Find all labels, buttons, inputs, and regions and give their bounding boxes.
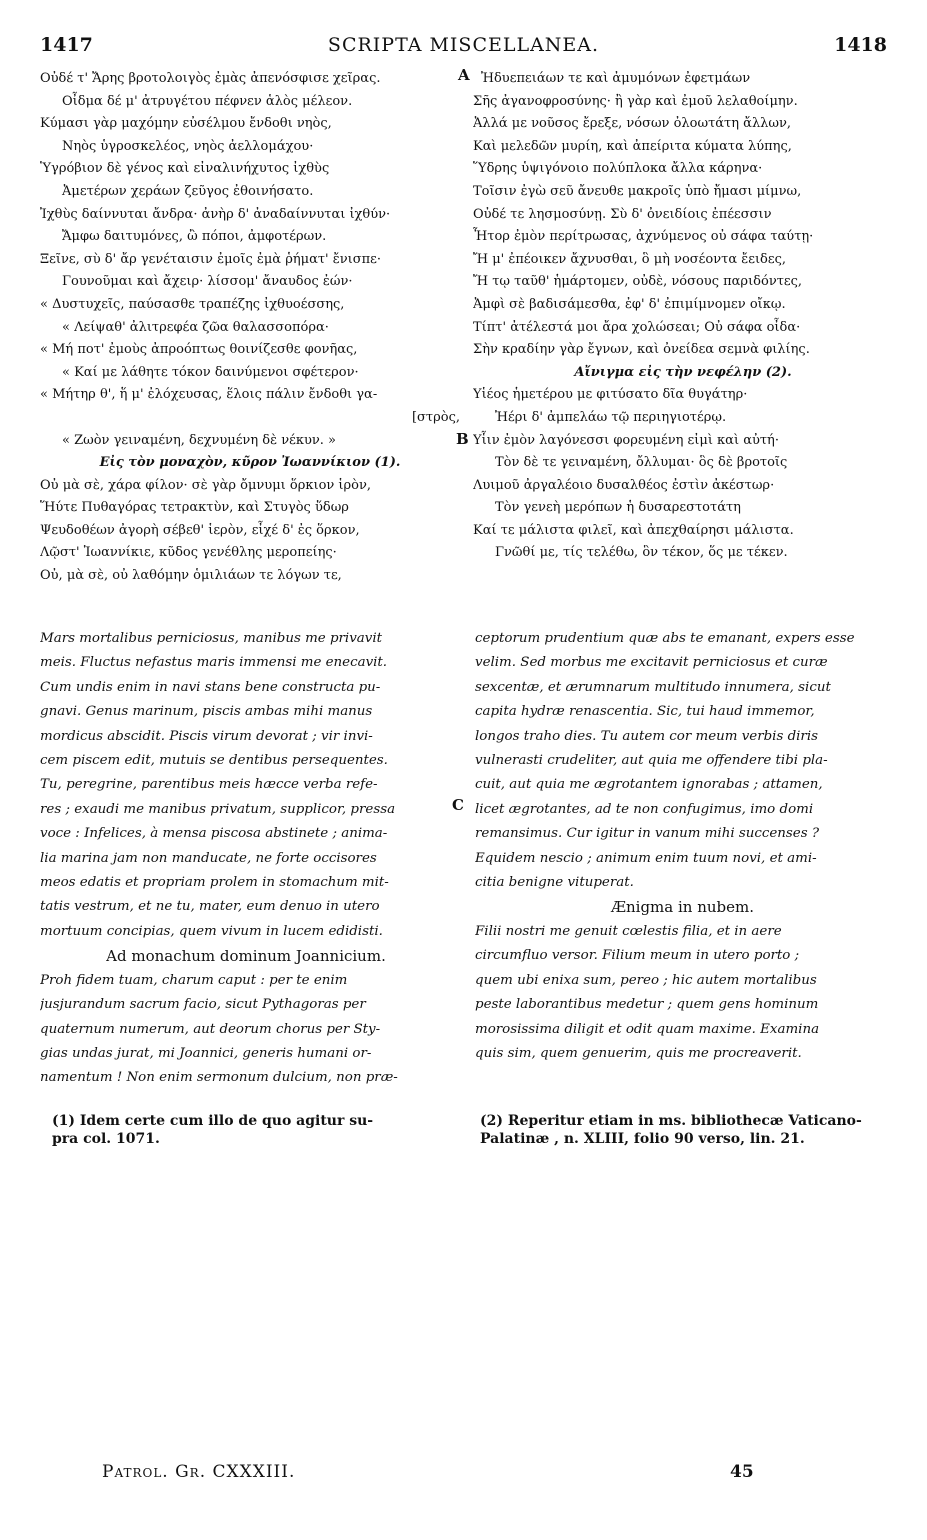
- greek-text-heading: Εἰς τὸν μοναχὸν, κῦρον Ἰωαννίκιον (1).: [99, 455, 401, 471]
- latin-text-line: mordicus abscidit. Piscis virum devorat ; vir invi-: [40, 728, 373, 744]
- footnote-line: pra col. 1071.: [52, 1131, 160, 1147]
- greek-text-line: Τὸν δὲ τε γειναμένη, ὄλλυμαι· ὃς δὲ βροτοῖς: [495, 455, 788, 471]
- greek-text-line: Ἄμφω δαιτυμόνες, ὢ πόποι, ἀμφοτέρων.: [62, 229, 327, 245]
- latin-text-heading: Ad monachum dominum Joannicium.: [106, 947, 386, 966]
- latin-text-line: namentum ! Non enim sermonum dulcium, non præ-: [40, 1070, 398, 1086]
- greek-text-line: Οὐ μὰ σὲ, χάρα φίλον· σὲ γὰρ ὄμνυμι ὅρκιον ἱρὸν,: [40, 477, 372, 493]
- greek-text-line: Υἱέος ἡμετέρου με φιτύσατο δῖα θυγάτηρ·: [473, 387, 748, 403]
- greek-text-line: « Λείψαθ' ἀλιτρεφέα ζῶα θαλασσοπόρα·: [62, 319, 329, 335]
- greek-text-line: « Μή ποτ' ἐμοὺς ἀπροόπτως θοινίζεσθε φονῆας,: [40, 342, 358, 358]
- greek-text-line: Γουνοῦμαι καὶ ἄχειρ· λίσσομ' ἄναυδος ἐών·: [62, 274, 353, 290]
- footnote-1: [52, 1112, 452, 1148]
- greek-text-line: Ἀμετέρων χεράων ζεῦγος ἐθοινήσατο.: [62, 183, 314, 199]
- greek-column-right: [473, 68, 893, 565]
- signature-mark: Patrol. Gr. CXXXIII.: [102, 1462, 296, 1482]
- greek-text-line: Ἠέρι δ' ἀμπελάω τῷ περιηγιοτέρῳ.: [495, 409, 727, 425]
- latin-text-line: tatis vestrum, et ne tu, mater, eum denuo in utero: [40, 899, 380, 915]
- greek-text-line: Σὴν κραδίην γὰρ ἔγνων, καὶ ὀνείδεα σεμνὰ φιλίης.: [473, 342, 810, 358]
- greek-text-line: Ὕδρης ὑψιγόνοιο πολύπλοκα ἄλλα κάρηνα·: [473, 161, 763, 177]
- greek-text-line: Υἷιν ἐμὸν λαγόνεσσι φορευμένη εἰμὶ καὶ αὐτή·: [473, 432, 779, 448]
- section-marker-b: B: [456, 430, 469, 448]
- latin-text-line: morosissima diligit et odit quam maxime. Examina: [475, 1021, 820, 1037]
- greek-text-line: Ἤ τῳ ταῦθ' ἡμάρτομεν, οὐδὲ, νόσους παριδόντες,: [473, 274, 803, 290]
- latin-text-line: cem piscem edit, mutuis se dentibus persequentes.: [40, 753, 388, 769]
- latin-column-right: [475, 627, 890, 1066]
- latin-text-line: citia benigne vituperat.: [475, 875, 634, 891]
- latin-text-line: mortuum concipias, quem vivum in lucem edidisti.: [40, 923, 383, 939]
- footnote-2: [480, 1112, 890, 1148]
- section-marker-a: A: [458, 66, 470, 84]
- greek-text-line: Ἤ μ' ἐπέοικεν ἄχνυσθαι, ὃ μὴ νοσέοντα ἔειδες,: [473, 251, 787, 267]
- greek-text-line: Λυιμοῦ ἀργαλέοιο δυσαλθέος ἐστὶν ἀκέστωρ·: [473, 477, 775, 493]
- greek-text-line: « Δυστυχεῖς, παύσασθε τραπέζης ἰχθυοέσσης,: [40, 296, 345, 312]
- footnote-line: (1) Idem certe cum illo de quo agitur su-: [52, 1113, 374, 1129]
- greek-text-line: Κύμασι γὰρ μαχόμην εὐσέλμου ἔνδοθι νηὸς,: [40, 116, 332, 132]
- latin-text-line: capita hydræ renascentia. Sic, tui haud immemor,: [475, 704, 815, 720]
- latin-text-heading: Ænigma in nubem.: [610, 898, 755, 917]
- latin-text-line: Cum undis enim in navi stans bene constructa pu-: [40, 679, 381, 695]
- greek-text-line: Καί τε μάλιστα φιλεῖ, καὶ ἀπεχθαίρησι μάλιστα.: [473, 522, 794, 538]
- greek-text-line: Σῆς ἀγανοφροσύνης· ἢ γὰρ καὶ ἐμοῦ λελαθοίμην.: [473, 93, 798, 109]
- latin-text-line: voce : Infelices, à mensa piscosa abstinete ; anima-: [40, 826, 388, 842]
- greek-text-line: Ἥύτε Πυθαγόρας τετρακτὺν, καὶ Στυγὸς ὕδωρ: [40, 500, 349, 516]
- latin-text-line: lia marina jam non manducate, ne forte occisores: [40, 850, 377, 866]
- greek-text-line: [στρὸς,: [411, 409, 460, 425]
- greek-text-line: Ἦτορ ἐμὸν περίτρωσας, ἀχνύμενος οὐ σάφα ταύτῃ·: [473, 229, 814, 245]
- greek-text-line: Οὐ, μὰ σὲ, οὐ λαθόμην ὁμιλιάων τε λόγων τε,: [40, 568, 342, 584]
- greek-text-line: Γνῶθί με, τίς τελέθω, ὃν τέκον, ὅς με τέκεν.: [495, 545, 788, 561]
- footnote-line: (2) Reperitur etiam in ms. bibliothecæ Vaticano-: [480, 1113, 862, 1129]
- section-marker-c: C: [452, 796, 464, 814]
- greek-text-line: Οὐδέ τ' Ἄρης βροτολοιγὸς ἐμὰς ἀπενόσφισε χεῖρας.: [40, 71, 381, 86]
- latin-text-line: gnavi. Genus marinum, piscis ambas mihi manus: [40, 704, 373, 720]
- latin-text-line: quis sim, quem genuerim, quis me procreaverit.: [475, 1045, 802, 1061]
- latin-text-line: gias undas jurat, mi Joannici, generis humani or-: [40, 1045, 372, 1061]
- greek-text-line: Ψευδοθέων ἀγορὴ σέβεθ' ἱερὸν, εἶχέ δ' ἐς ὅρκον,: [40, 522, 360, 538]
- greek-text-line: Τοῖσιν ἐγὼ σεῦ ἄνευθε μακροῖς ὑπὸ ἤμασι μίμνω,: [473, 183, 802, 199]
- greek-text-line: Ἠδυεπειάων τε καὶ ἀμυμόνων ἐφετμάων: [481, 71, 751, 86]
- page-header: [40, 34, 887, 64]
- latin-text-line: circumfluo versor. Filium meum in utero porto ;: [475, 948, 800, 964]
- latin-text-line: res ; exaudi me manibus privatum, supplicor, pressa: [40, 801, 396, 817]
- latin-text-line: quem ubi enixa sum, pereo ; hic autem mortalibus: [475, 972, 817, 988]
- sheet-number: 45: [730, 1462, 754, 1482]
- latin-text-line: velim. Sed morbus me excitavit perniciosus et curæ: [475, 655, 828, 671]
- latin-text-line: sexcentæ, et ærumnarum multitudo innumera, sicut: [475, 679, 831, 695]
- greek-text-line: Ἀμφὶ σὲ βαδισάμεσθα, ἐφ' δ' ἐπιμίμνομεν οἴκῳ.: [473, 296, 786, 312]
- latin-column-left: [40, 627, 452, 1091]
- latin-text-line: remansimus. Cur igitur in vanum mihi succenses ?: [475, 826, 820, 842]
- greek-text-line: « Ζωὸν γειναμένη, δεχνυμένη δὲ νέκυν. »: [62, 432, 336, 448]
- column-number-left: 1417: [40, 34, 93, 56]
- greek-text-heading: Αἴνιγμα εἰς τὴν νεφέλην (2).: [574, 364, 792, 380]
- greek-text-line: Λῷστ' Ἰωαννίκιε, κῦδος γενέθλης μεροπείης·: [40, 545, 337, 561]
- greek-text-line: « Μήτηρ θ', ἥ μ' ἐλόχευσας, ἕλοις πάλιν ἔνδοθι γα-: [40, 387, 378, 403]
- latin-text-line: ceptorum prudentium quæ abs te emanant, expers esse: [475, 631, 855, 646]
- latin-text-line: Filii nostri me genuit cœlestis filia, et in aere: [475, 923, 782, 939]
- latin-text-line: licet ægrotantes, ad te non confugimus, imo domi: [475, 801, 814, 817]
- greek-column-left: [40, 68, 460, 588]
- latin-text-line: jusjurandum sacrum facio, sicut Pythagoras per: [40, 997, 366, 1013]
- latin-text-line: vulnerasti crudeliter, aut quia me offendere tibi pla-: [475, 753, 828, 769]
- latin-text-line: meis. Fluctus nefastus maris immensi me enecavit.: [40, 655, 388, 671]
- greek-text-line: Τίπτ' ἀτέλεστά μοι ἄρα χολώσεαι; Οὐ σάφα οἶδα·: [473, 319, 801, 335]
- page-footer: [102, 1462, 887, 1492]
- greek-text-line: Ξεῖνε, σὺ δ' ἄρ γενέταισιν ἐμοῖς ἐμὰ ῥήματ' ἔνισπε·: [40, 251, 382, 267]
- greek-text-line: Καὶ μελεδῶν μυρίη, καὶ ἀπείριτα κύματα λύπης,: [473, 138, 792, 154]
- footnote-line: Palatinæ , n. XLIII, folio 90 verso, lin. 21.: [480, 1131, 805, 1147]
- latin-text-line: Proh fidem tuam, charum caput : per te enim: [40, 972, 348, 988]
- latin-text-line: Mars mortalibus perniciosus, manibus me privavit: [40, 631, 382, 646]
- latin-text-line: peste laborantibus medetur ; quem gens hominum: [475, 997, 819, 1013]
- greek-text-line: Τὸν γενεὴ μερόπων ἡ δυσαρεστοτάτη: [495, 500, 741, 516]
- greek-text-line: Οὐδέ τε λησμοσύνῃ. Σὺ δ' ὀνειδίοις ἐπέεσσιν: [473, 206, 772, 222]
- latin-text-line: meos edatis et propriam prolem in stomachum mit-: [40, 875, 389, 891]
- greek-text-line: Οἶδμα δέ μ' ἀτρυγέτου πέφνεν ἁλὸς μέλεον.: [62, 93, 353, 109]
- greek-text-line: « Καί με λάθητε τόκον δαινύμενοι σφέτερον·: [62, 364, 359, 380]
- greek-text-line: Νηὸς ὑγροσκελέος, νηὸς ἀελλομάχου·: [62, 138, 314, 154]
- latin-text-line: Equidem nescio ; animum enim tuum novi, et ami-: [475, 850, 817, 866]
- column-number-right: 1418: [834, 34, 887, 56]
- running-title: SCRIPTA MISCELLANEA.: [327, 34, 600, 56]
- latin-text-line: Tu, peregrine, parentibus meis hæcce verba refe-: [40, 777, 378, 793]
- greek-text-line: Ἀλλά με νοῦσος ἔρεξε, νόσων ὀλοωτάτη ἄλλων,: [473, 116, 792, 132]
- greek-text-line: Ἰχθὺς δαίννυται ἄνδρα· ἀνὴρ δ' ἀναδαίννυται ἰχθύν·: [40, 206, 391, 222]
- latin-text-line: cuit, aut quia me ægrotantem ignorabas ; attamen,: [475, 777, 823, 793]
- greek-text-line: Ὑγρόβιον δὲ γένος καὶ εἰναλινήχυτος ἰχθὺς: [40, 161, 330, 177]
- latin-text-line: longos traho dies. Tu autem cor meum verbis diris: [475, 728, 818, 744]
- latin-text-line: quaternum numerum, aut deorum chorus per Sty-: [40, 1021, 381, 1037]
